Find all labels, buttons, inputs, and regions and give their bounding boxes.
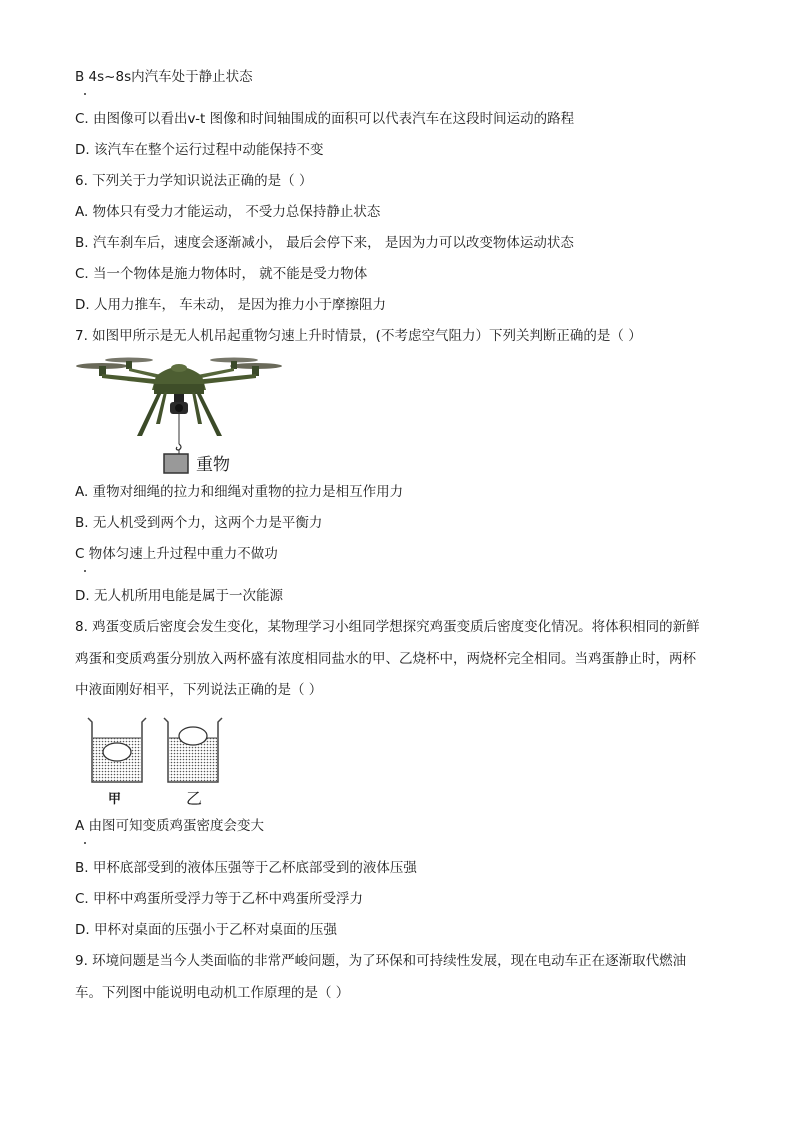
beaker-label-yi: 乙 — [186, 789, 203, 808]
q5-option-b: B 4s~8s内汽车处于静止状态 — [75, 69, 253, 85]
stray-dot — [84, 842, 86, 844]
q6-stem: 6. 下列关于力学知识说法正确的是（ ） — [75, 173, 313, 189]
q5-option-c: C. 由图像可以看出v-t 图像和时间轴围成的面积可以代表汽车在这段时间运动的路程 — [75, 111, 575, 127]
q6-option-c: C. 当一个物体是施力物体时， 就不能是受力物体 — [75, 266, 368, 282]
q9-stem-line1: 9. 环境问题是当今人类面临的非常严峻问题，为了环保和可持续性发展，现在电动车正在逐渐取代燃油 — [75, 953, 687, 969]
q9-stem-line2: 车。下列图中能说明电动机工作原理的是（ ） — [75, 985, 350, 1001]
weight-label: 重物 — [196, 455, 230, 475]
q8-stem-line3: 中液面刚好相平，下列说法正确的是（ ） — [75, 682, 323, 698]
q7-option-d: D. 无人机所用电能是属于一次能源 — [75, 588, 283, 604]
drone-illustration — [74, 354, 284, 474]
q8-option-c: C. 甲杯中鸡蛋所受浮力等于乙杯中鸡蛋所受浮力 — [75, 891, 364, 907]
q7-option-a: A. 重物对细绳的拉力和细绳对重物的拉力是相互作用力 — [75, 484, 404, 500]
q7-option-b: B. 无人机受到两个力，这两个力是平衡力 — [75, 515, 323, 531]
q8-option-a: A 由图可知变质鸡蛋密度会变大 — [75, 818, 265, 834]
q5-option-d: D. 该汽车在整个运行过程中动能保持不变 — [75, 142, 324, 158]
beakers-figure — [86, 716, 226, 808]
drone-figure — [74, 354, 284, 474]
q8-stem-line2: 鸡蛋和变质鸡蛋分别放入两杯盛有浓度相同盐水的甲、乙烧杯中，两烧杯完全相同。当鸡蛋静止时，两杯 — [75, 651, 696, 667]
q8-option-d: D. 甲杯对桌面的压强小于乙杯对桌面的压强 — [75, 922, 337, 938]
q6-option-b: B. 汽车刹车后，速度会逐渐减小， 最后会停下来， 是因为力可以改变物体运动状态 — [75, 235, 574, 251]
q6-option-d: D. 人用力推车， 车未动， 是因为推力小于摩擦阻力 — [75, 297, 387, 313]
q8-stem-line1: 8. 鸡蛋变质后密度会发生变化，某物理学习小组同学想探究鸡蛋变质后密度变化情况。将体积相同的新鲜 — [75, 619, 700, 635]
stray-dot — [84, 570, 86, 572]
stray-dot — [84, 93, 86, 95]
beaker-label-jia: 甲 — [108, 792, 122, 807]
q7-stem: 7. 如图甲所示是无人机吊起重物匀速上升时情景，(不考虑空气阻力）下列关判断正确的是（ ） — [75, 328, 642, 344]
q6-option-a: A. 物体只有受力才能运动， 不受力总保持静止状态 — [75, 204, 381, 220]
q8-option-b: B. 甲杯底部受到的液体压强等于乙杯底部受到的液体压强 — [75, 860, 417, 876]
q7-option-c: C 物体匀速上升过程中重力不做功 — [75, 546, 278, 562]
beakers-illustration — [86, 716, 226, 808]
